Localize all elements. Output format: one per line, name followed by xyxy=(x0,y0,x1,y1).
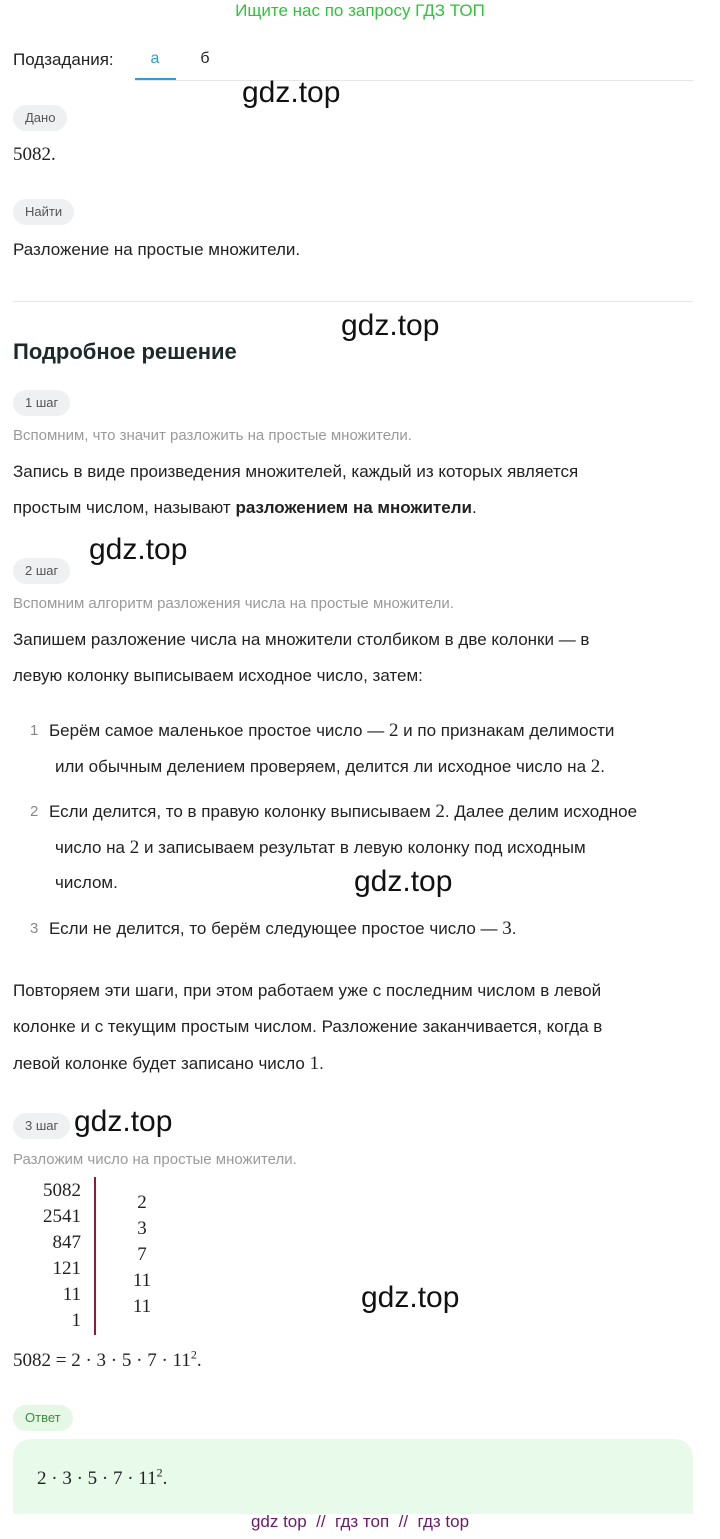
footer-links[interactable]: gdz top // гдз топ // гдз top xyxy=(250,1512,470,1531)
watermark: gdz.top xyxy=(361,1281,460,1314)
step1-line2: простым числом, называют разложением на множители. xyxy=(13,498,477,517)
step3-chip: 3 шаг xyxy=(13,1113,70,1139)
list-item-line: числом. xyxy=(55,873,118,892)
step2-outro2: колонке и с текущим простым числом. Разложение заканчивается, когда в xyxy=(13,1017,603,1036)
subtasks-label: Подзадания: xyxy=(13,50,114,69)
list-item-line: или обычным делением проверяем, делится ли исходное число на 2. xyxy=(55,756,605,777)
list-number: 2 xyxy=(30,803,39,820)
watermark: gdz.top xyxy=(341,309,440,342)
tabs-divider xyxy=(135,80,693,81)
right-column-value: 11 xyxy=(132,1296,152,1317)
right-column-value: 7 xyxy=(137,1244,147,1265)
list-number: 3 xyxy=(30,920,39,937)
left-column-value: 847 xyxy=(52,1232,81,1253)
factorization-result: $5082 = 2 \cdot 3 \cdot 5 \cdot 7 \cdot 11^2$. xyxy=(13,1347,202,1371)
step2-intro2: левую колонку выписываем исходное число, затем: xyxy=(13,666,423,685)
tab-b[interactable]: б xyxy=(200,50,210,67)
term-bold: разложением на множители xyxy=(235,498,472,517)
list-item-line: число на 2 и записываем результат в левую колонку под исходным xyxy=(55,837,586,858)
step1-line1: Запись в виде произведения множителей, каждый из которых является xyxy=(13,462,579,481)
division-column-line xyxy=(94,1177,96,1335)
step2-chip: 2 шаг xyxy=(13,558,70,584)
solution-title: Подробное решение xyxy=(13,339,237,364)
answer-value: $2 \cdot 3 \cdot 5 \cdot 7 \cdot 11^2$. xyxy=(37,1465,168,1489)
left-column-value: 2541 xyxy=(43,1206,81,1227)
watermark: gdz.top xyxy=(89,533,188,566)
given-chip: Дано xyxy=(13,105,67,131)
step2-hint: Вспомним алгоритм разложения числа на простые множители. xyxy=(13,595,454,612)
left-column-value: 11 xyxy=(62,1284,81,1305)
step1-hint: Вспомним, что значит разложить на простые множители. xyxy=(13,427,412,444)
given-value: 5082. xyxy=(13,144,56,165)
watermark: gdz.top xyxy=(242,76,341,109)
tab-a[interactable]: а xyxy=(150,50,160,67)
answer-chip: Ответ xyxy=(13,1405,73,1431)
watermark: gdz.top xyxy=(74,1105,173,1138)
right-column-value: 3 xyxy=(137,1218,147,1239)
list-item-line: Если делится, то в правую колонку выписываем 2. Далее делим исходное xyxy=(49,801,638,822)
step1-chip: 1 шаг xyxy=(13,390,70,416)
find-text: Разложение на простые множители. xyxy=(13,240,301,259)
list-item-line: Если не делится, то берём следующее простое число — 3. xyxy=(49,918,517,939)
list-item-line: Берём самое маленькое простое число — 2 и по признакам делимости xyxy=(49,720,615,741)
right-column-value: 2 xyxy=(137,1192,147,1213)
section-divider xyxy=(13,301,693,302)
step2-intro1: Запишем разложение числа на множители столбиком в две колонки — в xyxy=(13,630,590,649)
list-number: 1 xyxy=(30,722,39,739)
step3-hint: Разложим число на простые множители. xyxy=(13,1151,297,1168)
left-column-value: 121 xyxy=(52,1258,81,1279)
left-column-value: 5082 xyxy=(43,1180,81,1201)
search-banner: Ищите нас по запросу ГДЗ ТОП xyxy=(235,1,485,20)
step2-outro3: левой колонке будет записано число 1. xyxy=(13,1053,324,1074)
left-column-value: 1 xyxy=(71,1310,81,1331)
step2-outro1: Повторяем эти шаги, при этом работаем уже с последним числом в левой xyxy=(13,981,602,1000)
watermark: gdz.top xyxy=(354,865,453,898)
find-chip: Найти xyxy=(13,199,74,225)
right-column-value: 11 xyxy=(132,1270,152,1291)
